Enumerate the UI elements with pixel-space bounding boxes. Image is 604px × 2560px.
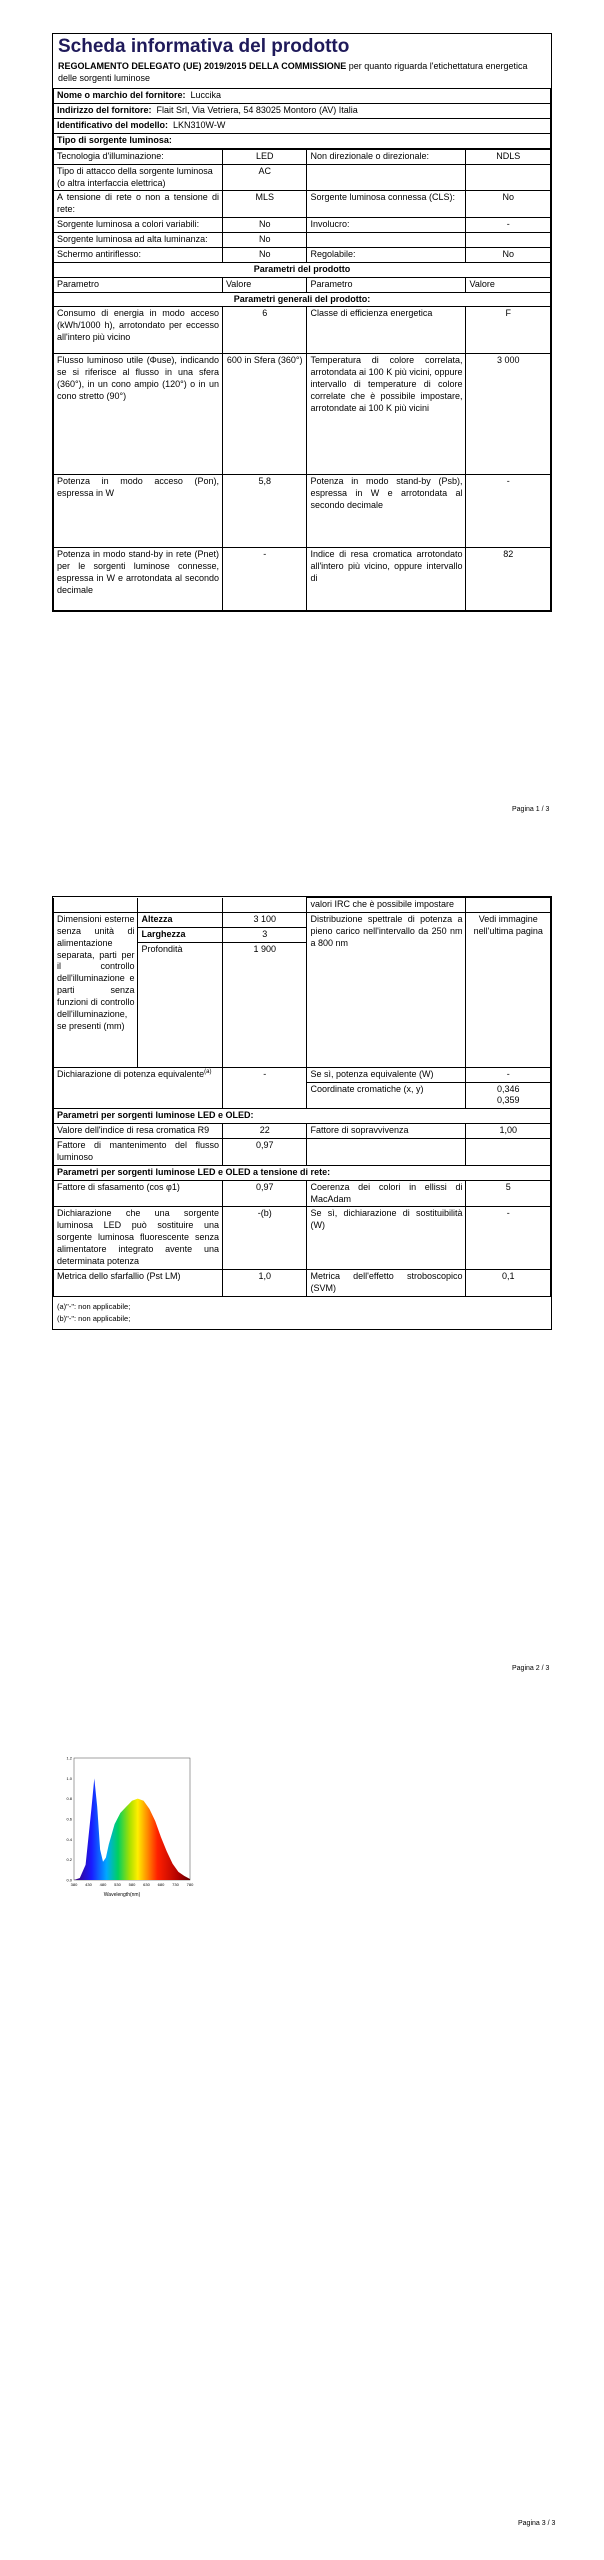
type-l: Tipo di attacco della sorgente luminosa (o altra interfaccia elettrica): [54, 164, 223, 191]
equiv-row: [54, 1067, 551, 1082]
type-row: [54, 149, 551, 164]
led-v2: 1,00: [466, 1124, 551, 1139]
mains-l2: Coerenza dei colori in ellissi di MacAdam: [307, 1180, 466, 1207]
regulation-text: [53, 58, 551, 88]
equiv-note-ref: (a): [204, 1068, 212, 1075]
type-v: LED: [222, 149, 306, 164]
type-v: No: [222, 218, 306, 233]
type-v: No: [222, 247, 306, 262]
type-v2: No: [466, 247, 551, 262]
led-l2: [307, 1139, 466, 1166]
general-l: Consumo di energia in modo acceso (kWh/1000 h), arrotondato per eccesso all'intero più vicino: [54, 307, 223, 354]
spectrum-xtick: 430: [85, 1882, 92, 1887]
equiv2-value: -: [466, 1067, 551, 1082]
general-v: -: [222, 548, 306, 611]
spectrum-chart: [52, 1750, 202, 1900]
col-header-param: Parametro: [54, 277, 223, 292]
spectrum-xtick: 380: [70, 1882, 78, 1887]
mains-l: Metrica dello sfarfallio (Pst LM): [54, 1269, 223, 1296]
model-id-row: [54, 119, 551, 134]
type-v2: [466, 164, 551, 191]
type-v: MLS: [222, 191, 306, 218]
mains-v: 1,0: [222, 1269, 306, 1296]
dim-row-1: [54, 912, 551, 927]
type-l: Sorgente luminosa a colori variabili:: [54, 218, 223, 233]
regulation-rest: per quanto riguarda l'etichettatura energetica delle sorgenti luminose: [58, 61, 528, 84]
mains-l: Dichiarazione che una sorgente luminosa LED può sostituire una sorgente luminosa fluorescente senza alimentatore integrato avente una determinata potenza: [54, 1207, 223, 1269]
general-l: Potenza in modo acceso (Pon), espressa in W: [54, 475, 223, 548]
mains-header: Parametri per sorgenti luminose LED e OLED a tensione di rete:: [54, 1165, 551, 1180]
type-v2: No: [466, 191, 551, 218]
chroma-label: Coordinate cromatiche (x, y): [307, 1082, 466, 1109]
dim-height-label: Altezza: [138, 912, 222, 927]
general-row: [54, 548, 551, 611]
cct-range-continued: valori IRC che è possibile impostare: [307, 898, 466, 913]
mains-v2: 5: [466, 1180, 551, 1207]
type-l2: Sorgente luminosa connessa (CLS):: [307, 191, 466, 218]
supplier-address-label: Indirizzo del fornitore:: [57, 105, 152, 116]
mains-v2: -: [466, 1207, 551, 1269]
led-v: 0,97: [222, 1139, 306, 1166]
spectrum-ytick: 0.4: [66, 1836, 72, 1842]
source-type-label: Tipo di sorgente luminosa:: [54, 133, 551, 148]
general-v2: 82: [466, 548, 551, 611]
continuation-row: [54, 898, 551, 913]
mains-row: [54, 1269, 551, 1296]
equiv-value: -: [222, 1067, 306, 1109]
page-2-sheet: [52, 896, 552, 1330]
mains-row: [54, 1207, 551, 1269]
type-l: Tecnologia d'illuminazione:: [54, 149, 223, 164]
spectrum-xtick: 730: [172, 1882, 179, 1887]
dimensions-label: Dimensioni esterne senza unità di alimentazione separata, parti per il controllo dell'illuminazione e parti senza funzioni di controllo dell'illuminazione, se presenti (mm): [54, 912, 138, 1067]
general-v: 5,8: [222, 475, 306, 548]
general-row: [54, 354, 551, 475]
general-l2: Potenza in modo stand-by (Psb), espressa in W e arrotondata al secondo decimale: [307, 475, 466, 548]
led-row: [54, 1124, 551, 1139]
type-row: [54, 218, 551, 233]
supplier-table: [53, 88, 551, 149]
page-number-2: Pagina 2 / 3: [512, 1665, 550, 1672]
type-v2: NDLS: [466, 149, 551, 164]
general-row: [54, 475, 551, 548]
general-l2: Classe di efficienza energetica: [307, 307, 466, 354]
led-l: Valore dell'indice di resa cromatica R9: [54, 1124, 223, 1139]
supplier-address-row: [54, 104, 551, 119]
supplier-name-value: Luccika: [190, 90, 222, 101]
spectrum-ytick: 1.0: [66, 1775, 72, 1781]
general-v2: F: [466, 307, 551, 354]
spectrum-xtick: 530: [114, 1882, 121, 1887]
model-id-value: LKN310W-W: [173, 120, 226, 131]
type-v2: -: [466, 218, 551, 233]
type-l: Schermo antiriflesso:: [54, 247, 223, 262]
page2-table: [53, 897, 551, 1297]
mains-v: -(b): [222, 1207, 306, 1269]
spectrum-ytick: 0.2: [66, 1857, 72, 1863]
type-v2: [466, 233, 551, 248]
spectrum-xlabel: Wavelength(nm): [103, 1892, 141, 1898]
type-l2: Involucro:: [307, 218, 466, 233]
dim-depth-value: 1 900: [222, 942, 306, 1067]
col-header-param-2: Parametro: [307, 277, 466, 292]
regulation-bold: REGOLAMENTO DELEGATO (UE) 2019/2015 DELLA COMMISSIONE: [58, 61, 347, 71]
general-v2: -: [466, 475, 551, 548]
footnote-a: (a)"-": non applicabile;: [57, 1301, 131, 1311]
source-type-row: [54, 133, 551, 148]
general-l: Flusso luminoso utile (Φuse), indicando se si riferisce al flusso in una sfera (360°), in un cono ampio (120°) o in un cono stretto (90°): [54, 354, 223, 475]
spectrum-ytick: 0.0: [66, 1877, 72, 1883]
col-header-value: Valore: [222, 277, 306, 292]
type-l2: [307, 233, 466, 248]
supplier-address-value: Flait Srl, Via Vetriera, 54 83025 Montoro (AV) Italia: [156, 105, 358, 116]
mains-l2: Se sì, dichiarazione di sostituibilità (W): [307, 1207, 466, 1269]
supplier-name-label: Nome o marchio del fornitore:: [57, 90, 186, 101]
spectrum-ytick: 0.8: [66, 1796, 72, 1802]
type-l2: [307, 164, 466, 191]
page-1-sheet: [52, 33, 552, 612]
dim-width-value: 3: [222, 927, 306, 942]
spd-label: Distribuzione spettrale di potenza a pieno carico nell'intervallo da 250 nm a 800 nm: [307, 912, 466, 1067]
general-row: [54, 307, 551, 354]
spectrum-xtick: 480: [99, 1882, 107, 1887]
spectrum-xtick: 630: [143, 1882, 150, 1887]
general-v2: 3 000: [466, 354, 551, 475]
chroma-x: 0,346: [496, 1083, 520, 1094]
mains-row: [54, 1180, 551, 1207]
led-v: 22: [222, 1124, 306, 1139]
led-l: Fattore di mantenimento del flusso luminoso: [54, 1139, 223, 1166]
general-header-row: [54, 292, 551, 307]
led-row: [54, 1139, 551, 1166]
col-headers-row: [54, 277, 551, 292]
led-header-row: [54, 1109, 551, 1124]
led-l2: Fattore di sopravvivenza: [307, 1124, 466, 1139]
type-v: No: [222, 233, 306, 248]
params-header-row: [54, 262, 551, 277]
model-id-label: Identificativo del modello:: [57, 120, 169, 131]
led-v2: [466, 1139, 551, 1166]
led-header: Parametri per sorgenti luminose LED e OLED:: [54, 1109, 551, 1124]
type-l2: Regolabile:: [307, 247, 466, 262]
general-l: Potenza in modo stand-by in rete (Pnet) per le sorgenti luminose connesse, espressa in W e arrotondata al secondo decimale: [54, 548, 223, 611]
general-l2: Temperatura di colore correlata, arrotondata ai 100 K più vicini, oppure intervallo di temperature di colore correlate che è possibile impostare, arrotondate ai 100 K più vicini: [307, 354, 466, 475]
spectrum-ytick: 0.6: [66, 1816, 72, 1822]
supplier-name-row: [54, 89, 551, 104]
type-v: AC: [222, 164, 306, 191]
type-row: [54, 191, 551, 218]
params-header: Parametri del prodotto: [54, 262, 551, 277]
type-l2: Non direzionale o direzionale:: [307, 149, 466, 164]
dim-height-value: 3 100: [222, 912, 306, 927]
general-l2: Indice di resa cromatica arrotondato all'intero più vicino, oppure intervallo di: [307, 548, 466, 611]
type-table: [53, 149, 551, 612]
footnote-b: (b)"-": non applicabile;: [57, 1313, 131, 1323]
spectrum-xtick: 780: [186, 1882, 194, 1887]
page-number-1: Pagina 1 / 3: [512, 806, 550, 813]
mains-v: 0,97: [222, 1180, 306, 1207]
general-v: 600 in Sfera (360°): [222, 354, 306, 475]
type-l: Sorgente luminosa ad alta luminanza:: [54, 233, 223, 248]
dim-width-label: Larghezza: [138, 927, 222, 942]
mains-v2: 0,1: [466, 1269, 551, 1296]
general-v: 6: [222, 307, 306, 354]
dim-depth-label: Profondità: [138, 942, 222, 1067]
spectrum-ytick: 1.2: [66, 1755, 72, 1761]
type-l: A tensione di rete o non a tensione di rete:: [54, 191, 223, 218]
type-row: [54, 247, 551, 262]
mains-l2: Metrica dell'effetto stroboscopico (SVM): [307, 1269, 466, 1296]
chroma-y: 0,359: [496, 1095, 520, 1106]
spectrum-xtick: 580: [128, 1882, 136, 1887]
col-header-value-2: Valore: [466, 277, 551, 292]
mains-l: Fattore di sfasamento (cos φ1): [54, 1180, 223, 1207]
equiv2-label: Se sì, potenza equivalente (W): [307, 1067, 466, 1082]
spd-value: Vedi immagine nell'ultima pagina: [466, 912, 551, 1067]
page-number-3: Pagina 3 / 3: [518, 2520, 556, 2527]
type-row: [54, 233, 551, 248]
mains-header-row: [54, 1165, 551, 1180]
general-header: Parametri generali del prodotto:: [54, 292, 551, 307]
document-title: Scheda informativa del prodotto: [58, 36, 350, 57]
type-row: [54, 164, 551, 191]
equiv-label: Dichiarazione di potenza equivalente: [57, 1068, 205, 1079]
footnotes: [53, 1297, 551, 1329]
spectrum-xtick: 680: [157, 1882, 165, 1887]
spectrum-area: [74, 1778, 190, 1880]
